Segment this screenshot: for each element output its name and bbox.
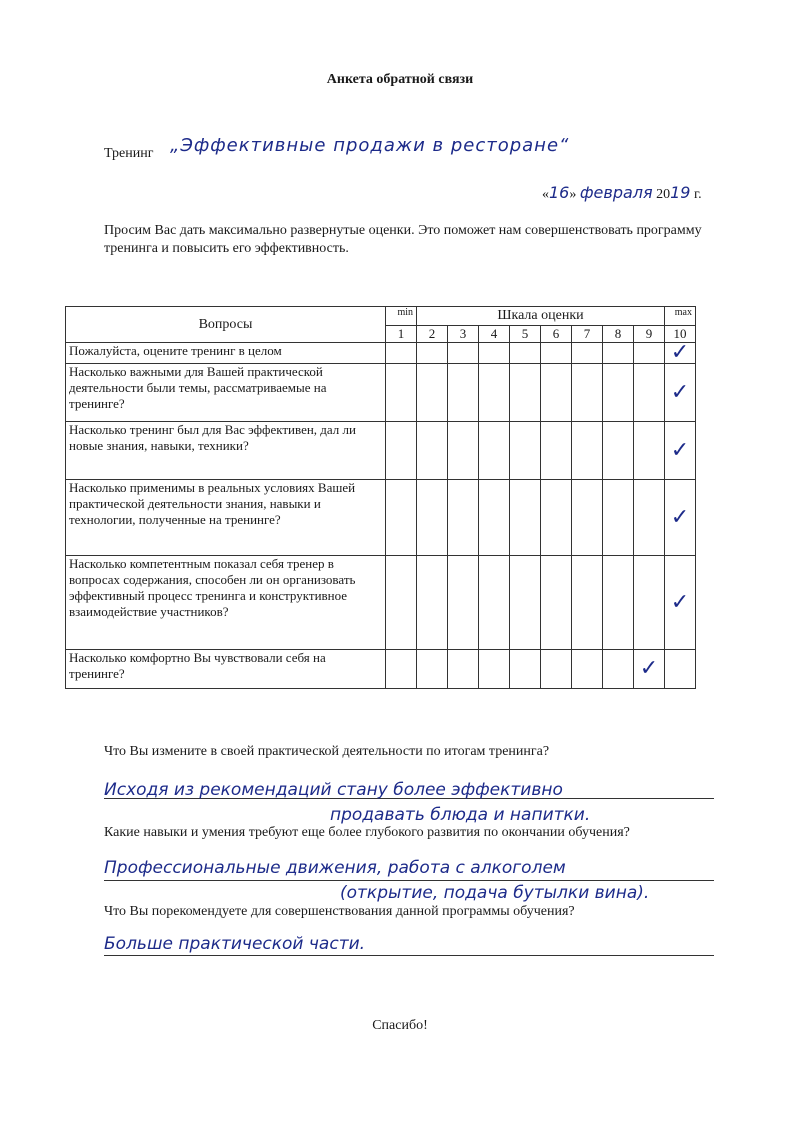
intro-text: Просим Вас дать максимально развернутые оценки. Это поможет нам совершенствовать программу тренинга и повысить его эффективность. [104,223,702,256]
rating-cell-10[interactable] [665,422,696,480]
rating-cell-7[interactable] [572,650,603,689]
question-text: Насколько тренинг был для Вас эффективен, дал ли новые знания, навыки, техники? [66,422,386,480]
rating-cell-7[interactable] [572,556,603,650]
rating-cell-3[interactable] [448,364,479,422]
open-question-label: Какие навыки и умения требуют еще более глубокого развития по окончании обучения? [104,825,630,840]
scale-number-8: 8 [603,326,634,343]
rating-cell-2[interactable] [417,650,448,689]
rating-cell-4[interactable] [479,650,510,689]
rating-cell-8[interactable] [603,364,634,422]
rating-cell-4[interactable] [479,556,510,650]
table-row [66,364,696,422]
table-row [66,343,696,364]
rating-cell-2[interactable] [417,480,448,556]
check-mark-icon: ✓ [670,504,690,530]
rating-cell-3[interactable] [448,480,479,556]
rating-cell-9[interactable] [634,650,665,689]
rating-cell-9[interactable] [634,422,665,480]
rating-cell-4[interactable] [479,364,510,422]
rating-cell-10[interactable] [665,340,696,365]
check-mark-icon: ✓ [670,589,690,615]
open-question-label: Что Вы порекомендуете для совершенствования данной программы обучения? [104,904,575,919]
rating-cell-7[interactable] [572,364,603,422]
table-row [66,422,696,480]
date-year-suffix: 19 [670,183,691,202]
rating-cell-4[interactable] [479,422,510,480]
rating-cell-5[interactable] [510,343,541,364]
handwritten-answer: Исходя из рекомендаций стану более эффективно [104,780,563,800]
rating-cell-8[interactable] [603,556,634,650]
form-title: Анкета обратной связи [326,72,474,87]
rating-cell-2[interactable] [417,556,448,650]
rating-cell-6[interactable] [541,480,572,556]
table-row [66,480,696,556]
rating-cell-4[interactable] [479,343,510,364]
rating-cell-5[interactable] [510,422,541,480]
scale-number-6: 6 [541,326,572,343]
question-text: Насколько компетентным показал себя тренер в вопросах содержания, способен ли он организовать эффективный процесс тренинга и конструктивное взаимодействие участников? [66,556,386,650]
question-text: Пожалуйста, оцените тренинг в целом [66,343,386,364]
question-text: Насколько важными для Вашей практической деятельности были темы, рассматриваемые на тренинге? [66,364,386,422]
rating-cell-3[interactable] [448,556,479,650]
check-mark-icon: ✓ [670,379,690,405]
rating-cell-2[interactable] [417,422,448,480]
question-text: Насколько применимы в реальных условиях Вашей практической деятельности знания, навыки и технологии, полученные на тренинге? [66,480,386,556]
scale-number-3: 3 [448,326,479,343]
date-day: 16 [549,183,570,202]
date-year-prefix: 20 [656,187,671,202]
scale-number-4: 4 [479,326,510,343]
check-mark-icon: ✓ [670,437,690,463]
date-year-abbrev: г. [693,187,702,202]
rating-cell-2[interactable] [417,364,448,422]
rating-cell-8[interactable] [603,422,634,480]
scale-number-10: 10 [665,326,696,343]
handwritten-answer: Больше практической части. [104,934,366,954]
table-row [66,650,696,689]
rating-cell-7[interactable] [572,422,603,480]
min-label: min [386,307,417,326]
training-label: Тренинг [104,146,154,161]
date-close-quote: » [569,187,577,202]
rating-cell-5[interactable] [510,556,541,650]
rating-cell-1[interactable] [386,422,417,480]
rating-cell-4[interactable] [479,480,510,556]
rating-cell-8[interactable] [603,650,634,689]
rating-cell-3[interactable] [448,422,479,480]
check-mark-icon: ✓ [639,656,659,681]
max-label: max [665,307,696,326]
rating-cell-1[interactable] [386,364,417,422]
rating-cell-5[interactable] [510,650,541,689]
handwritten-answer: (открытие, подача бутылки вина). [340,883,650,903]
rating-cell-5[interactable] [510,364,541,422]
rating-cell-10[interactable] [665,650,696,689]
rating-cell-5[interactable] [510,480,541,556]
scale-number-5: 5 [510,326,541,343]
date-open-quote: « [542,187,549,202]
rating-cell-9[interactable] [634,556,665,650]
thanks-text: Спасибо! [372,1018,428,1033]
rating-cell-1[interactable] [386,480,417,556]
scale-header: Шкала оценки [417,307,665,326]
rating-cell-8[interactable] [603,480,634,556]
table-row [66,556,696,650]
rating-cell-6[interactable] [541,343,572,364]
rating-cell-2[interactable] [417,343,448,364]
rating-cell-9[interactable] [634,343,665,364]
questions-header: Вопросы [66,307,386,343]
rating-cell-10[interactable] [665,556,696,650]
rating-cell-6[interactable] [541,556,572,650]
rating-cell-1[interactable] [386,650,417,689]
rating-table [65,306,696,689]
scale-number-9: 9 [634,326,665,343]
rating-cell-1[interactable] [386,343,417,364]
rating-cell-6[interactable] [541,364,572,422]
date-line [542,183,702,203]
rating-cell-8[interactable] [603,343,634,364]
rating-cell-3[interactable] [448,343,479,364]
rating-cell-6[interactable] [541,650,572,689]
answer-line [104,955,714,956]
date-month: февраля [579,183,653,202]
rating-cell-9[interactable] [634,364,665,422]
handwritten-answer: Профессиональные движения, работа с алкоголем [104,858,566,878]
rating-cell-3[interactable] [448,650,479,689]
scale-number-1: 1 [386,326,417,343]
rating-cell-10[interactable] [665,480,696,556]
rating-cell-1[interactable] [386,556,417,650]
answer-line [104,880,714,881]
rating-cell-9[interactable] [634,480,665,556]
rating-cell-6[interactable] [541,422,572,480]
check-mark-icon: ✓ [670,340,690,365]
open-question-label: Что Вы измените в своей практической деятельности по итогам тренинга? [104,744,550,759]
question-text: Насколько комфортно Вы чувствовали себя на тренинге? [66,650,386,689]
rating-cell-7[interactable] [572,343,603,364]
handwritten-answer: продавать блюда и напитки. [330,805,591,825]
rating-cell-7[interactable] [572,480,603,556]
scale-number-7: 7 [572,326,603,343]
training-name-handwritten: „Эффективные продажи в ресторане“ [170,135,570,156]
scale-number-2: 2 [417,326,448,343]
rating-cell-10[interactable] [665,364,696,422]
